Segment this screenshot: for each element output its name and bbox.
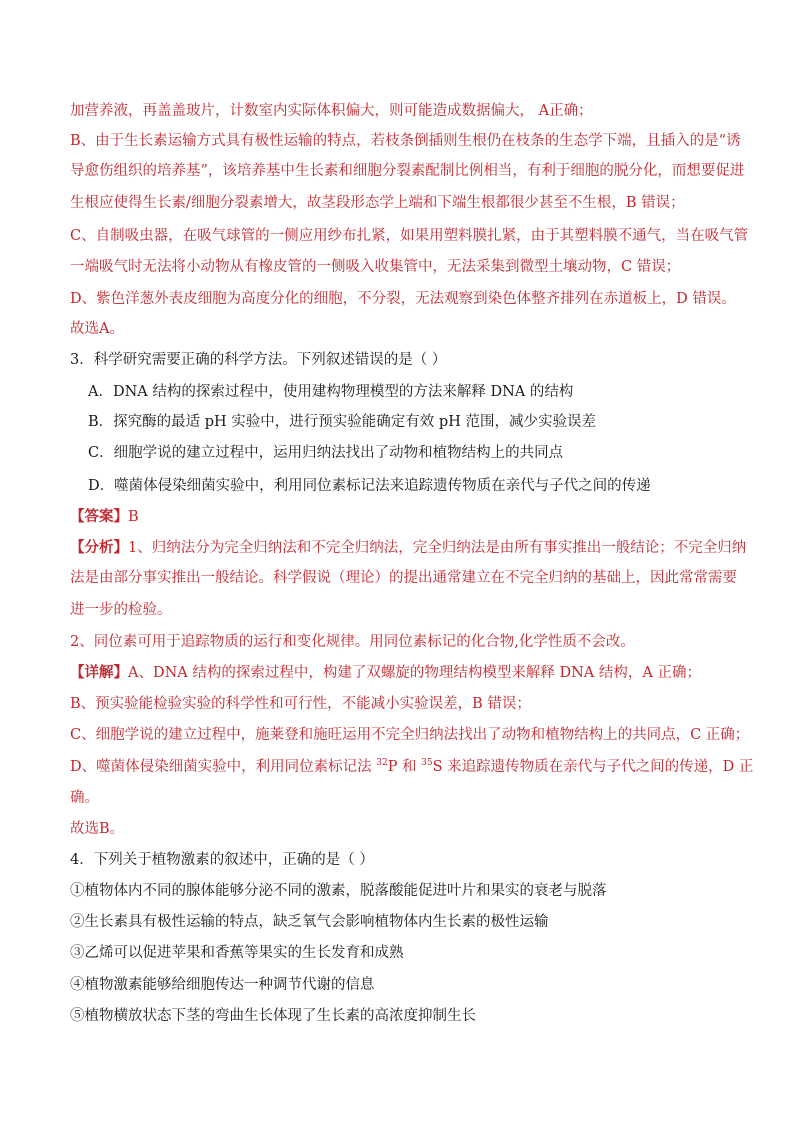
answer-tag: 【答案】 [70,508,128,525]
detail-text-d-mid: P 和 [387,759,422,775]
detail-line-d-cont: 确。 [70,790,99,806]
superscript-32: 32 [376,758,388,769]
question-4-statement-5: ⑤植物横放状态下茎的弯曲生长体现了生长素的高浓度抑制生长 [70,1008,476,1024]
prev-explanation-line-3: 导愈伤组织的培养基”，该培养基中生长素和细胞分裂素配制比例相当，有利于细胞的脱分化，而想要促进 [70,163,745,179]
question-4-statement-2: ②生长素具有极性运输的特点，缺乏氧气会影响植物体内生长素的极性运输 [70,914,549,930]
question-3-option-a: A．DNA 结构的探索过程中，使用建构物理模型的方法来解释 DNA 的结构 [88,384,574,400]
detail-line-a [70,663,730,683]
question-3-option-b: B．探究酶的最适 pH 实验中，进行预实验能确定有效 pH 范围，减少实验误差 [88,414,596,430]
prev-explanation-line-6: 一端吸气时无法将小动物从有橡皮管的一侧吸入收集管中，无法采集到微型土壤动物，C 错误； [70,259,681,275]
prev-explanation-line-4: 生根应使得生长素/细胞分裂素增大，故茎段形态学上端和下端生根都很少甚至不生根，B 错误； [70,195,685,211]
detail-line-d [70,757,754,777]
question-4-statement-3: ③乙烯可以促进苹果和香蕉等果实的生长发育和成熟 [70,945,404,961]
question-3-stem: 3．科学研究需要正确的科学方法。下列叙述错误的是（ ） [70,352,447,368]
answer-value: B [128,509,139,525]
analysis-line-3: 进一步的检验。 [70,602,172,618]
detail-text-d-post: S 来追踪遗传物质在亲代与子代之间的传递，D 正 [432,759,754,775]
detail-line-b: B、预实验能检验实验的科学性和可行性，不能减小实验误差，B 错误； [70,696,531,712]
detail-text-d-pre: D、噬菌体侵染细菌实验中，利用同位素标记法 [70,759,377,775]
analysis-line-1 [70,538,747,558]
question-3-option-d: D．噬菌体侵染细菌实验中，利用同位素标记法来追踪遗传物质在亲代与子代之间的传递 [88,478,651,494]
question-4-stem: 4．下列关于植物激素的叙述中，正确的是（ ） [70,852,374,868]
analysis-text-1a: 1、归纳法分为完全归纳法和不完全归纳法，完全归纳法是由所有事实推出一般结论；不完全归纳 [128,540,747,556]
detail-line-c: C、细胞学说的建立过程中，施莱登和施旺运用不完全归纳法找出了动物和植物结构上的共同点，C 正确； [70,727,750,743]
question-4-statement-4: ④植物激素能够给细胞传达一种调节代谢的信息 [70,977,375,993]
question-3-conclusion: 故选B。 [70,821,125,837]
answer-line [70,507,730,527]
analysis-line-4: 2、同位素可用于追踪物质的运行和变化规律。用同位素标记的化合物,化学性质不会改。 [70,634,635,650]
question-4-statement-1: ①植物体内不同的腺体能够分泌不同的激素，脱落酸能促进叶片和果实的衰老与脱落 [70,883,607,899]
prev-explanation-line-7: D、紫色洋葱外表皮细胞为高度分化的细胞，不分裂，无法观察到染色体整齐排列在赤道板上，D 错误。 [70,291,736,307]
detail-tag: 【详解】 [70,664,128,681]
prev-explanation-line-5: C、自制吸虫器，在吸气球管的一侧应用纱布扎紧，如果用塑料膜扎紧，由于其塑料膜不通气，当在吸气管 [70,228,749,244]
analysis-line-2: 法是由部分事实推出一般结论。科学假说（理论）的提出通常建立在不完全归纳的基础上，因此常常需要 [70,570,737,586]
detail-text-a: A、DNA 结构的探索过程中，构建了双螺旋的物理结构模型来解释 DNA 结构，A 正确； [128,665,701,681]
analysis-tag: 【分析】 [70,539,128,556]
prev-explanation-line-1: 加营养液，再盖盖玻片，计数室内实际体积偏大，则可能造成数据偏大， A正确； [70,103,593,119]
prev-conclusion: 故选A。 [70,321,124,337]
prev-explanation-line-2: B、由于生长素运输方式具有极性运输的特点，若枝条倒插则生根仍在枝条的生态学下端，且插入的是“诱 [70,133,741,149]
superscript-35: 35 [421,758,433,769]
question-3-option-c: C．细胞学说的建立过程中，运用归纳法找出了动物和植物结构上的共同点 [88,445,564,461]
